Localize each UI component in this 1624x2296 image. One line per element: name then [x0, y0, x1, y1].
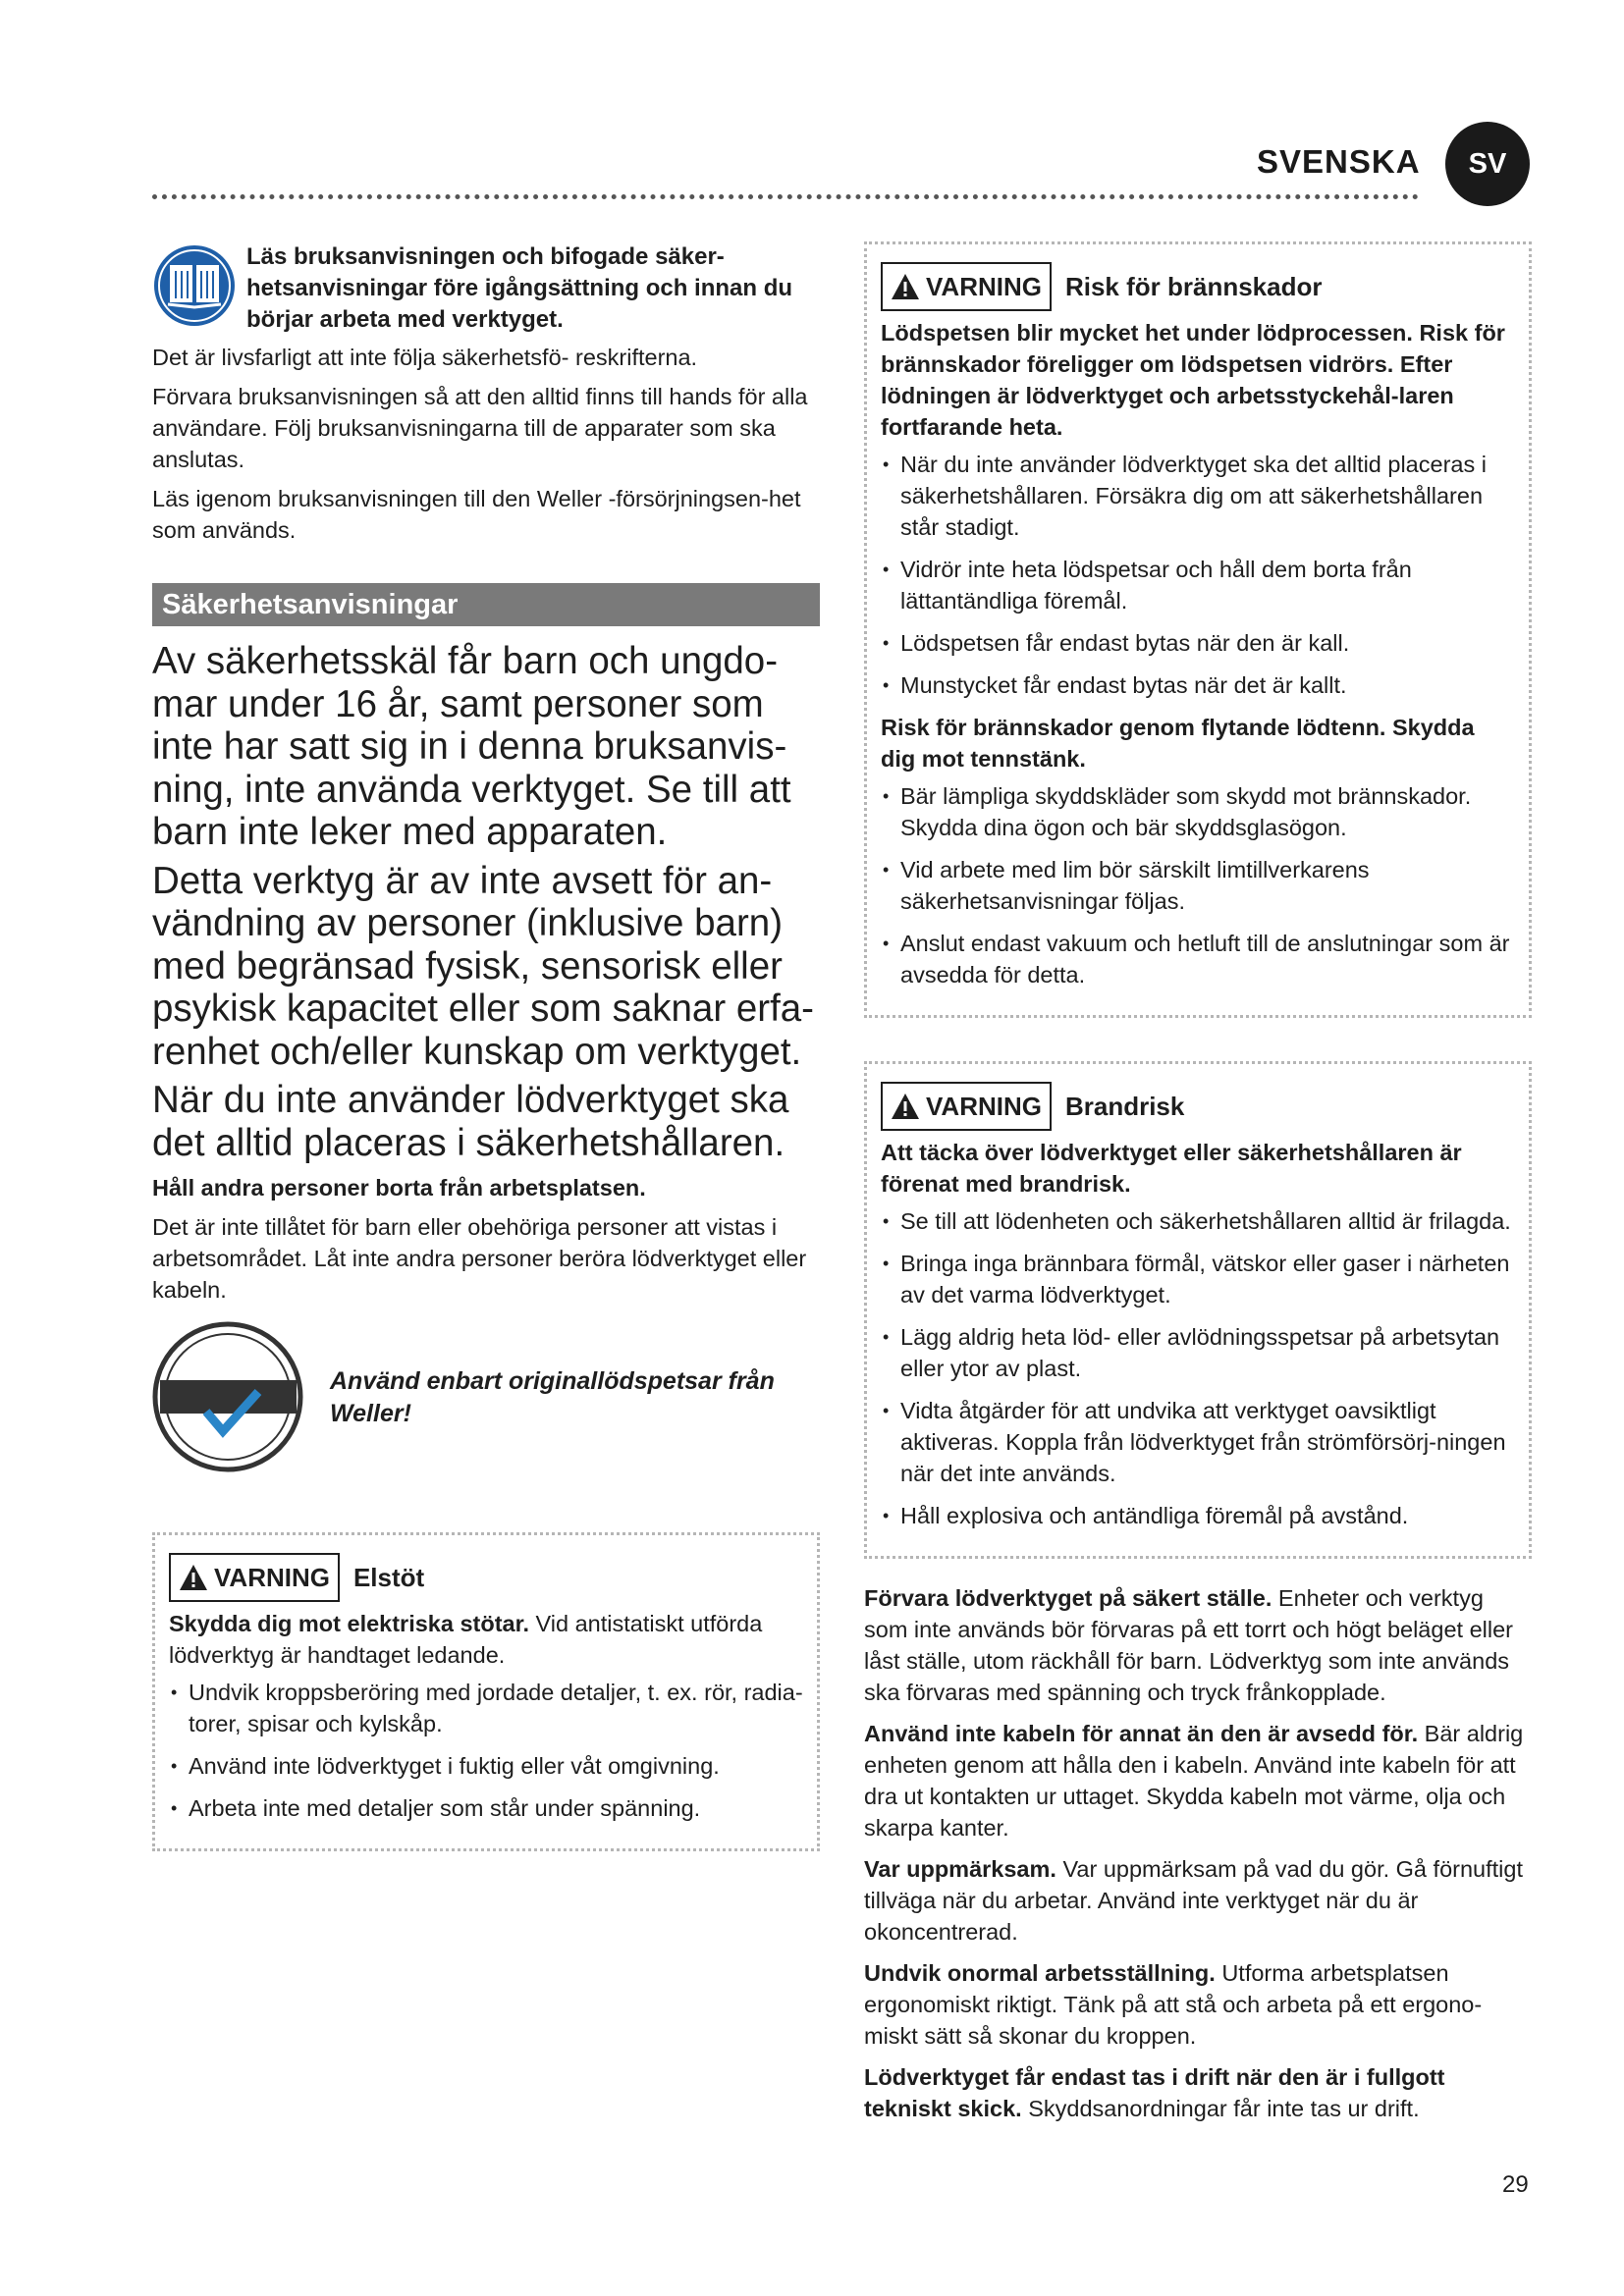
list-item: • Lägg aldrig heta löd- eller avlödningsspetsar på arbetsytan eller ytor av plast.	[881, 1321, 1515, 1384]
book-icon	[152, 243, 237, 328]
list-item: • Lödspetsen får endast bytas när den är kall.	[881, 627, 1515, 659]
safety-large-paragraph: När du inte använder lödverktyget ska det alltid placeras i säkerhetshållaren.	[152, 1079, 789, 1164]
right-column	[864, 241, 1532, 2124]
warning-triangle-icon	[891, 273, 920, 300]
weller-genuine-logo	[152, 1321, 304, 1473]
safety-large-paragraph: Av säkerhetsskäl får barn och ungdo-mar under 16 år, samt personer som inte har satt sig in i denna bruksanvis-ning, inte använda verktyget. Se till att barn inte leker med apparaten.	[152, 640, 791, 853]
warning-triangle-icon	[891, 1093, 920, 1120]
safety-large-paragraph: Detta verktyg är av inte avsett för an-vändning av personer (inklusive barn) med begränsad fysisk, sensorisk eller psykisk kapacitet eller som saknar erfa-renhet och/eller kunskap om verktyget.	[152, 859, 814, 1073]
intro-paragraph: Förvara bruksanvisningen så att den alltid finns till hands för alla användare. Följ bruksanvisningarna till de apparater som ska anslutas.	[152, 384, 808, 472]
general-paragraph	[864, 1718, 1532, 1843]
general-paragraph-text: Bär aldrig enheten genom att hålla den i kabeln. Använd inte kabeln för att dra ut kontakten ur uttaget. Skydda kabeln mot värme, olja och skarpa kanter.	[864, 1721, 1524, 1841]
general-paragraph-text: Utforma arbetsplatsen ergonomiskt riktigt. Tänk på att stå och arbeta på ett ergono-miskt sätt så skonar du kroppen.	[864, 1960, 1483, 2049]
intro-heading: Läs bruksanvisningen och bifogade säker-hetsanvisningar före igångsättning och innan du börjar arbeta med verktyget.	[246, 243, 793, 333]
warning-label-text: VARNING	[926, 271, 1042, 301]
warning-lead-bold: Skydda dig mot elektriska stötar.	[169, 1611, 529, 1636]
general-paragraph-bold: Använd inte kabeln för annat än den är avsedd för.	[864, 1721, 1419, 1746]
intro-block	[152, 241, 820, 336]
list-item: • Munstycket får endast bytas när det är kallt.	[881, 669, 1515, 701]
warning-fire	[864, 1061, 1532, 1559]
general-paragraph-bold: Lödverktyget får endast tas i drift när den är i fullgott tekniskt skick.	[864, 2064, 1445, 2121]
general-paragraph-text: Enheter och verktyg som inte används bör förvaras på ett torrt och högt beläget eller låst ställe, utom räckhåll för barn. Lödverktyg som inte används ska förvaras med spänning och tryck frånkopplade.	[864, 1585, 1513, 1705]
left-column	[152, 241, 820, 1851]
language-label: SVENSKA	[1257, 143, 1421, 180]
list-item: • När du inte använder lödverktyget ska det alltid placeras i säkerhetshållaren. Försäkra dig om att säkerhetshållaren står stadigt.	[881, 449, 1515, 543]
intro-paragraph: Läs igenom bruksanvisningen till den Weller -försörjningsen-het som används.	[152, 486, 801, 543]
list-item: • Anslut endast vakuum och hetluft till de anslutningar som är avsedda för detta.	[881, 928, 1515, 990]
list-item: • Bär lämpliga skyddskläder som skydd mot brännskador. Skydda dina ögon och bär skyddsglasögon.	[881, 780, 1515, 843]
general-paragraph-text: Skyddsanordningar får inte tas ur drift.	[1021, 2096, 1420, 2121]
general-paragraph-text: Var uppmärksam på vad du gör. Gå förnuftigt tillväga när du arbetar. Använd inte verktyget när du är okoncentrerad.	[864, 1856, 1523, 1945]
general-paragraph-bold: Undvik onormal arbetsställning.	[864, 1960, 1216, 1986]
warning-title: Risk för brännskador	[1064, 271, 1323, 301]
keep-away-text: Det är inte tillåtet för barn eller obehöriga personer att vistas i arbetsområdet. Låt inte andra personer beröra lödverktyget eller kabeln.	[152, 1214, 807, 1303]
warning-title: Elstöt	[352, 1562, 425, 1592]
weller-notice	[152, 1321, 820, 1473]
section-title-safety: Säkerhetsanvisningar	[152, 583, 820, 626]
warning-header	[881, 262, 1515, 311]
warning-triangle-icon	[179, 1564, 208, 1591]
warning-subheading: Risk för brännskador genom flytande lödtenn. Skydda dig mot tennstänk.	[881, 715, 1475, 772]
warning-header	[169, 1553, 803, 1602]
warning-lead-bold: Att täcka över lödverktyget eller säkerhetshållaren är förenat med brandrisk.	[881, 1140, 1462, 1197]
list-item: • Vidta åtgärder för att undvika att verktyget oavsiktligt aktiveras. Koppla från lödverktyget från strömförsörj-ningen när det inte används.	[881, 1395, 1515, 1489]
warning-label	[881, 1082, 1052, 1131]
general-paragraph	[864, 2061, 1532, 2124]
warning-electric	[152, 1532, 820, 1851]
warning-list	[881, 449, 1515, 701]
warning-lead	[169, 1608, 803, 1671]
intro-paragraph: Det är livsfarligt att inte följa säkerhetsfö- reskrifterna.	[152, 345, 698, 370]
list-item: • Håll explosiva och antändliga föremål på avstånd.	[881, 1500, 1515, 1531]
warning-label	[169, 1553, 340, 1602]
list-item: • Se till att lödenheten och säkerhetshållaren alltid är frilagda.	[881, 1205, 1515, 1237]
warning-list	[169, 1677, 803, 1824]
general-paragraph	[864, 1957, 1532, 2052]
list-item: • Vidrör inte heta lödspetsar och håll dem borta från lättantändliga föremål.	[881, 554, 1515, 616]
warning-lead-bold: Lödspetsen blir mycket het under lödprocessen. Risk för brännskador föreligger om lödspetsen vidrörs. Efter lödningen är lödverktyget och arbetsstyckehål-laren fortfarande heta.	[881, 320, 1505, 440]
weller-caption: Använd enbart originallödspetsar från Weller!	[330, 1366, 775, 1427]
header-divider	[152, 194, 1419, 199]
warning-list	[881, 1205, 1515, 1531]
list-item: • Undvik kroppsberöring med jordade detaljer, t. ex. rör, radia- torer, spisar och kylskåp.	[169, 1677, 803, 1739]
warning-label-text: VARNING	[214, 1562, 330, 1592]
warning-label-text: VARNING	[926, 1091, 1042, 1121]
general-paragraph-bold: Förvara lödverktyget på säkert ställe.	[864, 1585, 1272, 1611]
warning-burn	[864, 241, 1532, 1018]
warning-list	[881, 780, 1515, 990]
page-number: 29	[1502, 2171, 1529, 2198]
warning-lead-text: Vid antistatiskt utförda lödverktyg är handtaget ledande.	[169, 1611, 763, 1668]
list-item: • Vid arbete med lim bör särskilt limtillverkarens säkerhetsanvisningar följas.	[881, 854, 1515, 917]
language-badge: SV	[1445, 122, 1530, 206]
list-item: • Använd inte lödverktyget i fuktig eller våt omgivning.	[169, 1750, 803, 1782]
list-item: • Bringa inga brännbara förmål, vätskor eller gaser i närheten av det varma lödverktyget.	[881, 1248, 1515, 1310]
warning-title: Brandrisk	[1064, 1091, 1185, 1121]
general-paragraph	[864, 1582, 1532, 1708]
warning-header	[881, 1082, 1515, 1131]
keep-away-heading: Håll andra personer borta från arbetsplatsen.	[152, 1175, 646, 1201]
warning-label	[881, 262, 1052, 311]
general-paragraph-bold: Var uppmärksam.	[864, 1856, 1056, 1882]
general-paragraph	[864, 1853, 1532, 1948]
list-item: • Arbeta inte med detaljer som står under spänning.	[169, 1792, 803, 1824]
